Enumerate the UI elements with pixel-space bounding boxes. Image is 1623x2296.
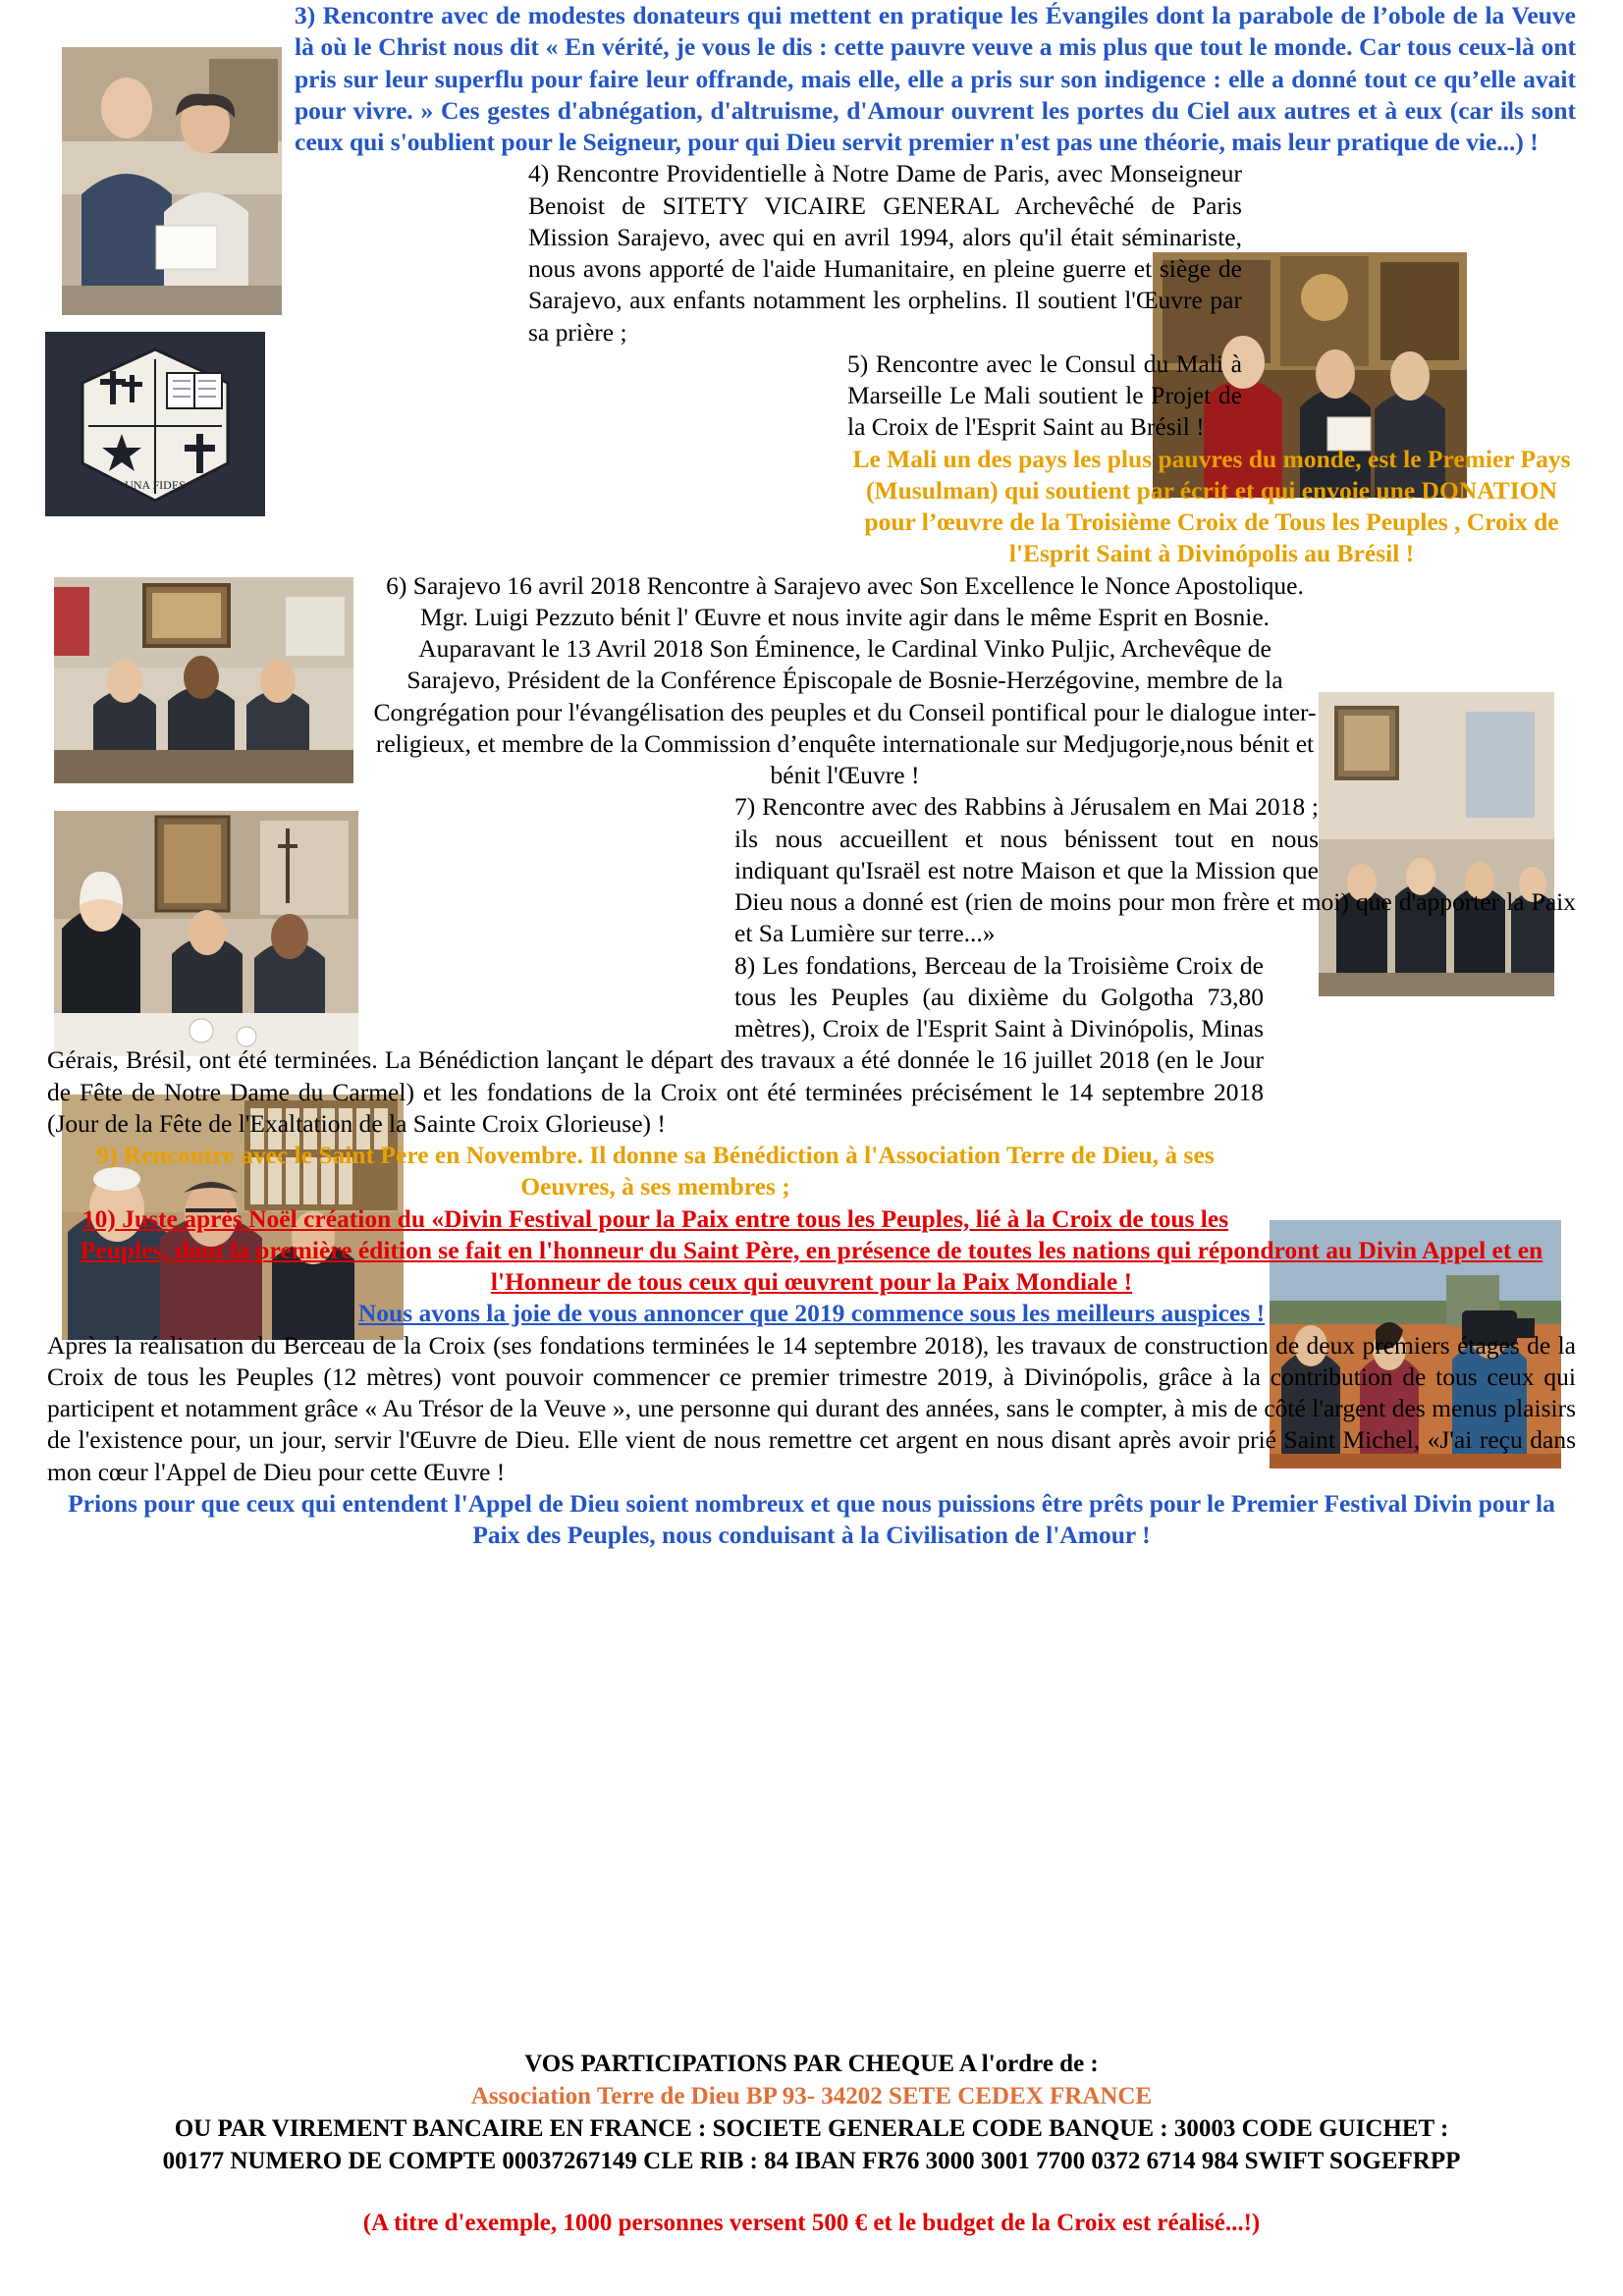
- footer-cheque-line: VOS PARTICIPATIONS PAR CHEQUE A l'ordre de :: [524, 2051, 1099, 2077]
- paragraph-13: Prions pour que ceux qui entendent l'Appel de Dieu soient nombreux et que nous puissions être prêts pour le Premier Festival Divin pour la Paix des Peuples, nous conduisant à la Civilisation de l'Amour !: [68, 1488, 1555, 1549]
- paragraph-11: Nous avons la joie de vous annoncer que 2019 commence sous les meilleurs auspices !: [357, 1299, 1266, 1328]
- wrap-spacer-emblem: [295, 158, 528, 366]
- paragraph-5-highlight: Le Mali un des pays les plus pauvres du monde, est le Premier Pays (Musulman) qui soutient par écrit et qui envoie une DONATION pour l’œuvre de la Troisième Croix de Tous les Peuples , Croix de l'Esprit Saint à Divinópolis au Brésil !: [852, 444, 1571, 568]
- footer-association-address: Association Terre de Dieu BP 93- 34202 SETE CEDEX FRANCE: [470, 2083, 1153, 2109]
- wrap-spacer-donors: [47, 0, 295, 277]
- footer-example-note: (A titre d'exemple, 1000 personnes versent 500 € et le budget de la Croix est réalisé...!): [362, 2210, 1261, 2236]
- payment-footer: [0, 2048, 1623, 2239]
- paragraph-10: 10) Juste après Noël création du «Divin Festival pour la Paix entre tous les Peuples, lié à la Croix de tous les Peuples, dont la première édition se fait en l'honneur du Saint Père, en présence de toutes les nations qui répondront au Divin Appel et en l'Honneur de tous ceux qui œuvrent pour la Paix Mondiale !: [80, 1203, 1543, 1296]
- wrap-spacer-group: [1319, 570, 1576, 882]
- paragraph-9: 9) Rencontre avec le Saint Père en Novembre. Il donne sa Bénédiction à l'Association Terre de Dieu, à ses Oeuvres, à ses membres ;: [96, 1141, 1215, 1201]
- wrap-spacer-construction: [1264, 950, 1576, 1207]
- footer-bank-line-1: OU PAR VIREMENT BANCAIRE EN FRANCE : SOCIETE GENERALE CODE BANQUE : 30003 CODE GUICHET :: [174, 2115, 1449, 2142]
- svg-text:UNA FIDES: UNA FIDES: [125, 478, 186, 492]
- wrap-spacer-nun: [47, 570, 371, 826]
- wrap-spacer-rabbis: [371, 791, 734, 1044]
- paragraph-4: 4) Rencontre Providentielle à Notre Dame de Paris, avec Monseigneur Benoist de SITETY VICAIRE GENERAL Archevêché de Paris Mission Sarajevo, avec qui en avril 1994, alors qu'il était séminariste, nous avons apporté de l'aide Humanitaire, en pleine guerre et siège de Sarajevo, aux enfants notamment les orphelins. Il soutient l'Œuvre par sa prière ;: [528, 159, 1242, 347]
- wrap-spacer-consul: [528, 348, 847, 560]
- wrap-spacer-notredame: [1242, 158, 1576, 418]
- footer-bank-line-2: 00177 NUMERO DE COMPTE 00037267149 CLE RIB : 84 IBAN FR76 3000 3001 7700 0372 6714 984 SWIFT SOGEFRPP: [162, 2148, 1461, 2174]
- paragraph-3: 3) Rencontre avec de modestes donateurs qui mettent en pratique les Évangiles dont la parabole de l’obole de la Veuve là où le Christ nous dit « En vérité, je vous le dis : cette pauvre veuve a mis plus que tout le monde. Car tous ceux-là ont pris sur leur superflu pour faire leur offrande, mais elle, elle a pris sur son indigence : elle a donné tout ce qu’elle avait pour vivre. » Ces gestes d'abnégation, d'altruisme, d'Amour ouvrent les portes du Ciel aux autres et à eux (car ils sont ceux qui s'oublient pour le Seigneur, pour qui Dieu servit premier n'est pas une théorie, mais leur pratique de vie...) !: [295, 1, 1576, 156]
- paragraph-6: 6) Sarajevo 16 avril 2018 Rencontre à Sarajevo avec Son Excellence le Nonce Apostolique. Mgr. Luigi Pezzuto bénit l' Œuvre et nous invite agir dans le même Esprit en Bosnie. Auparavant le 13 Avril 2018 Son Éminence, le Cardinal Vinko Puljic, Archevêque de Sarajevo, Président de la Conférence Épiscopale de Bosnie-Herzégovine, membre de la Congrégation pour l'évangélisation des peuples et du Conseil pontifical pour le dialogue inter-religieux, et membre de la Commission d’enquête internationale sur Medjugorje,nous bénit et bénit l'Œuvre !: [373, 570, 1317, 789]
- paragraph-7: 7) Rencontre avec des Rabbins à Jérusalem en Mai 2018 ; ils nous accueillent et nous bénissent tout en nous indiquant qu'Israël est notre Maison et que la Mission que Dieu nous a donné est (rien de moins pour mon frère et moi) que d'apporter la Paix et Sa Lumière sur terre...»: [734, 792, 1576, 948]
- paragraph-8: 8) Les fondations, Berceau de la Troisième Croix de tous les Peuples (au dixième du Golgotha 73,80 mètres), Croix de l'Esprit Saint à Divinópolis, Minas Gérais, Brésil, ont été terminées. La Bénédiction lançant le départ des travaux a été donnée le 16 juillet 2018 (en le Jour de Fête de Notre Dame du Carmel) et les fondations de la Croix ont été terminées précisément le 14 septembre 2018 (Jour de la Fête de l'Exaltation de la Sainte Croix Glorieuse) !: [47, 950, 1264, 1138]
- paragraph-12: Après la réalisation du Berceau de la Croix (ses fondations terminées le 14 septembre 2018), les travaux de construction de deux premiers étages de la Croix de tous les Peuples (12 mètres) vont pouvoir commencer ce premier trimestre 2019, à Divinópolis, grâce à la contribution de tous ceux qui participent et notamment grâce « Au Trésor de la Veuve », une personne qui durant des années, sans le compter, à mis de côté l'argent des menus plaisirs de l'existence pour, un jour, servir l'Œuvre de Dieu. Elle vient de nous remettre cet argent en nous disant après avoir prié Saint Michel, «J'ai reçu dans mon cœur l'Appel de Dieu pour cette Œuvre !: [47, 1330, 1576, 1486]
- paragraph-5-intro: 5) Rencontre avec le Consul du Mali à Marseille Le Mali soutient le Projet de la Croix de l'Esprit Saint au Brésil !: [847, 348, 1242, 442]
